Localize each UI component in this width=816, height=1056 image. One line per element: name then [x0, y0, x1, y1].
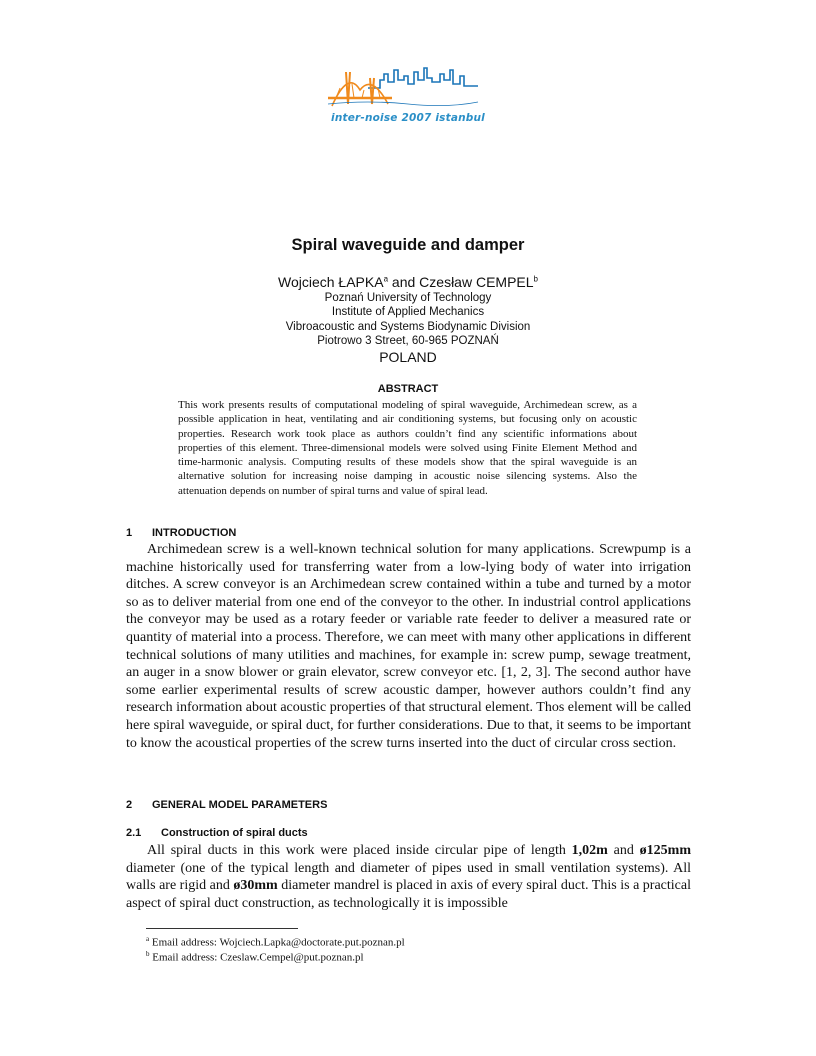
pipe-diameter-value: ø125mm [639, 843, 691, 858]
section-1-number: 1 [126, 527, 133, 539]
text-run: All spiral ducts in this work were placed inside circular pipe of length [147, 843, 572, 858]
footnote-a-text: Email address: Wojciech.Lapka@doctorate.put.poznan.pl [151, 936, 405, 949]
bridge-skyline-logo-icon [328, 60, 488, 112]
affiliation-institute: Institute of Applied Mechanics [331, 306, 485, 318]
section-1-heading [126, 527, 236, 539]
section-1-title: INTRODUCTION [152, 527, 237, 539]
paper-title: Spiral waveguide and damper [291, 236, 525, 254]
subsection-2-1-number: 2.1 [126, 827, 142, 839]
affiliation-division: Vibroacoustic and Systems Biodynamic Division [285, 321, 531, 333]
footnote-divider [146, 928, 298, 929]
footnote-b [146, 950, 364, 964]
author-2-mark: b [533, 274, 538, 284]
section-2-number: 2 [126, 799, 133, 811]
author-line [0, 274, 816, 290]
footnote-b-mark: b [146, 950, 150, 958]
abstract-text: This work presents results of computational modeling of spiral waveguide, Archimedean screw, as a possible application in heat, ventilating and air conditioning systems, but focusing only on acoustic properties. Research work took place as authors couldn’t find any scientific informations about properties of this element. Three-dimensional models were solved using Finite Element Method and time-harmonic analysis. Computing results of these models show that the spiral waveguide is an alternative solution for increasing noise damping in acoustic noise silencing systems. Also the attenuation depends on number of spiral turns and value of spiral lead. [178, 399, 637, 497]
footnote-b-text: Email address: Czeslaw.Cempel@put.poznan.pl [152, 951, 364, 964]
author-2: Czesław CEMPEL [419, 274, 534, 290]
affiliation-address: Piotrowo 3 Street, 60-965 POZNAŃ [317, 335, 499, 347]
subsection-2-1-title: Construction of spiral ducts [161, 827, 308, 839]
author-joiner: and [388, 274, 420, 290]
subsection-2-1-heading [126, 827, 308, 839]
section-1-text: Archimedean screw is a well-known technical solution for many applications. Screwpump is a machine historically used for transferring water from a low-lying body of water into irrigation ditches. A screw conveyor is an Archimedean screw contained within a tube and turned by a motor so as to deliver material from one end of the conveyor to the other. In industrial control applications the conveyor may be used as a rotary feeder or variable rate feeder to deliver a measured rate or quantity of material into a process. Therefore, we can meet with many other applications in different technical solutions of many utilities and machines, for example in: screw pump, sewage treatment, an auger in a snow blower or grain elevator, screw conveyor etc. [1, 2, 3]. The second author have some earlier experimental results of screw acoustic damper, however authors couldn’t find any research information about acoustic properties of that structural element. Thos element will be called here spiral waveguide, or spiral duct, for further considerations. Due to that, it seems to be important to know the acoustical properties of the screw turns inserted into the duct of circular cross section. [126, 542, 691, 751]
text-run: and [607, 843, 640, 858]
pipe-length-value: 1,02m [571, 843, 608, 858]
logo-text: inter-noise 2007 istanbul [331, 112, 485, 124]
mandrel-diameter-value: ø30mm [233, 878, 278, 894]
section-2-heading [126, 799, 327, 811]
author-1: Wojciech ŁAPKA [278, 274, 384, 290]
affiliation-university: Poznań University of Technology [324, 292, 492, 304]
subsection-2-1-text [126, 842, 691, 912]
author-1-mark: a [383, 274, 389, 284]
text-run: diameter mandrel is placed in axis of every spiral duct. This is a practical aspect of spiral duct construction, as technologically it is impossible [126, 878, 691, 911]
affiliation-country: POLAND [379, 349, 437, 365]
footnote-a-mark: a [146, 935, 150, 943]
conference-logo [328, 60, 488, 130]
abstract-heading: ABSTRACT [377, 383, 439, 395]
text-run: diameter (one of the typical length and diameter of pipes used in small ventilation systems). All walls are rigid and [126, 860, 691, 894]
section-2-title: GENERAL MODEL PARAMETERS [152, 799, 328, 811]
footnote-a [146, 935, 405, 949]
